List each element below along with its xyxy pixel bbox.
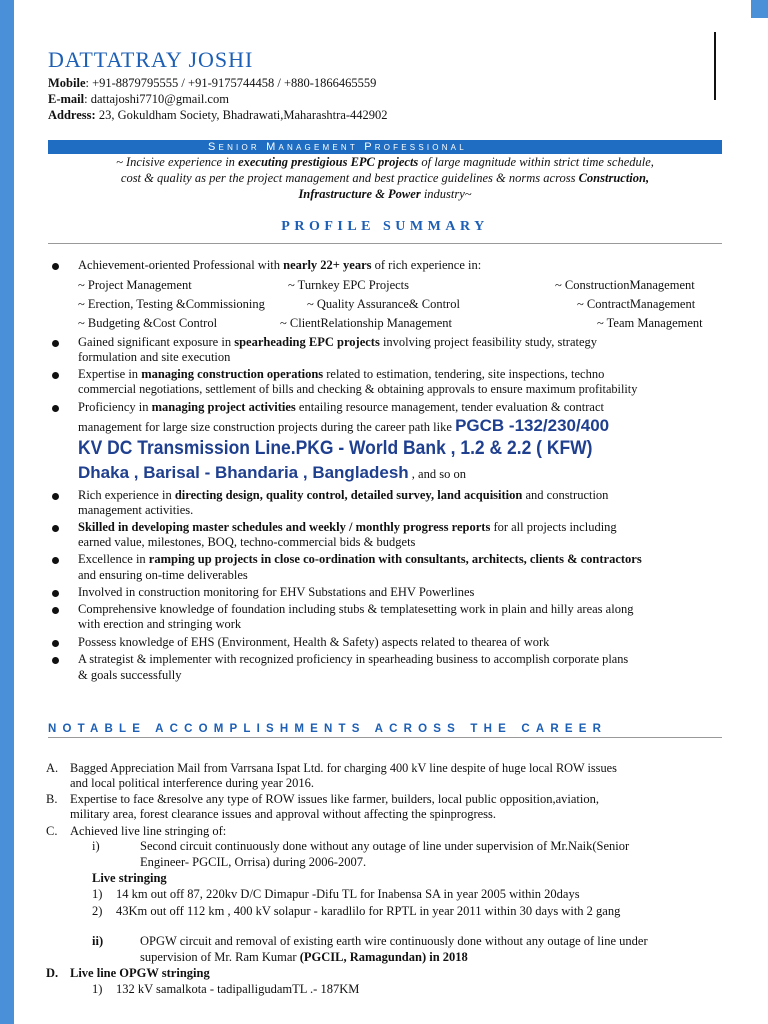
profile-summary-heading: PROFILE SUMMARY <box>281 219 489 234</box>
sub-item: OPGW circuit and removal of existing earth wire continuously done without any outage of line under <box>140 934 648 948</box>
profile-item: Expertise in managing construction operations related to estimation, tendering, site inspections, techno <box>78 367 605 381</box>
profile-item: Comprehensive knowledge of foundation including stubs & templatesetting work in plain and hilly areas along <box>78 602 634 616</box>
accomplishment-item: Achieved live line stringing of: <box>70 824 227 838</box>
mobile-line <box>48 76 376 91</box>
profile-item-cont: with erection and stringing work <box>78 617 242 631</box>
profile-item: Achievement-oriented Professional with nearly 22+ years of rich experience in: <box>78 258 482 272</box>
profile-item: Rich experience in directing design, quality control, detailed survey, land acquisition and construction <box>78 488 609 502</box>
title-banner <box>48 140 722 154</box>
skill-item: ~ ConstructionManagement <box>555 278 695 292</box>
bullet-icon <box>52 340 59 347</box>
skill-item: ~ Erection, Testing &Commissioning <box>78 297 265 311</box>
profile-item-cont: & goals successfully <box>78 668 182 682</box>
profile-item: Proficiency in managing project activities entailing resource management, tender evaluation & contract <box>78 400 604 414</box>
summary-line-1: ~ Incisive experience in executing prestigious EPC projects of large magnitude within strict time schedule, <box>116 155 654 169</box>
address-value: 23, Gokuldham Society, Bhadrawati,Maharashtra-442902 <box>95 108 388 122</box>
profile-item: Involved in construction monitoring for EHV Substations and EHV Powerlines <box>78 585 475 599</box>
skill-item: ~ Team Management <box>597 316 703 330</box>
skill-item: ~ Turnkey EPC Projects <box>288 278 410 292</box>
accomplishments-heading: NOTABLE ACCOMPLISHMENTS ACROSS THE CAREER <box>48 723 608 735</box>
right-accent-bar <box>751 0 768 18</box>
sub-item-cont: supervision of Mr. Ram Kumar (PGCIL, Ramagundan) in 2018 <box>140 950 468 964</box>
profile-item-cont: commercial negotiations, settlement of bills and checking & obtaining approvals to ensure maximum profitability <box>78 382 638 396</box>
accomplishment-item-cont: and local political interference during year 2016. <box>70 776 314 790</box>
bullet-icon <box>52 525 59 532</box>
list-letter: C. <box>46 824 58 838</box>
bullet-icon <box>52 372 59 379</box>
sub-item-cont: Engineer- PGCIL, Orrisa) during 2006-2007. <box>140 855 367 869</box>
profile-item-cont: management activities. <box>78 503 194 517</box>
bullet-icon <box>52 263 59 270</box>
section-rule <box>48 243 722 244</box>
accomplishment-item: Live line OPGW stringing <box>70 966 210 980</box>
list-letter: B. <box>46 792 58 806</box>
profile-item: Excellence in ramping up projects in close co-ordination with consultants, architects, clients & contractors <box>78 552 642 566</box>
skill-item: ~ ContractManagement <box>577 297 696 311</box>
profile-item-cont: management for large size construction projects during the career path like PGCB -132/230/400 <box>78 416 610 435</box>
vertical-divider <box>714 32 716 100</box>
bullet-icon <box>52 557 59 564</box>
live-stringing-label: Live stringing <box>92 871 167 885</box>
project-highlight: Bangladesh <box>312 463 409 482</box>
email-line <box>48 92 229 107</box>
sub-item: 14 km out off 87, 220kv D/C Dimapur -Difu TL for Inabensa SA in year 2005 within 20days <box>116 887 580 901</box>
candidate-name: DATTATRAY JOSHI <box>48 47 254 72</box>
summary-line-2: cost & quality as per the project management and best practice guidelines & norms across Construction, <box>120 171 650 185</box>
profile-item-cont: and ensuring on-time deliverables <box>78 568 248 582</box>
address-line <box>48 108 388 123</box>
sub-item: 132 kV samalkota - tadipalligudamTL .- 187KM <box>116 982 360 996</box>
project-highlight: PGCB -132/230/400 <box>455 416 610 435</box>
sub-item-number: 2) <box>92 904 103 918</box>
skill-item: ~ Quality Assurance& Control <box>307 297 460 311</box>
accomplishment-item: Bagged Appreciation Mail from Varrsana Ispat Ltd. for charging 400 kV line despite of huge local ROW issues <box>70 761 617 775</box>
accomplishment-item: Expertise to face &resolve any type of ROW issues like farmer, builders, local public opposition,aviation, <box>70 792 599 806</box>
bullet-icon <box>52 405 59 412</box>
mobile-label: Mobile <box>48 76 86 90</box>
profile-item-cont: formulation and site execution <box>78 350 231 364</box>
bullet-icon <box>52 607 59 614</box>
project-highlight: Dhaka , Barisal - Bhandaria , <box>78 463 313 482</box>
bullet-icon <box>52 590 59 597</box>
address-label: Address: <box>48 108 96 122</box>
project-highlight: KV DC Transmission Line.PKG - World Bank , 1.2 & 2.2 ( KFW) <box>78 438 593 459</box>
profile-item: Gained significant exposure in spearheading EPC projects involving project feasibility study, strategy <box>78 335 598 349</box>
sub-item-number: 1) <box>92 887 103 901</box>
skill-item: ~ ClientRelationship Management <box>280 316 453 330</box>
accomplishment-item-cont: military area, forest clearance issues and approval without affecting the spinprogress. <box>70 807 497 821</box>
email-label: E-mail <box>48 92 85 106</box>
section-rule <box>48 737 722 738</box>
bullet-icon <box>52 493 59 500</box>
sub-item-number: i) <box>92 839 100 853</box>
profile-item-cont: earned value, milestones, BOQ, techno-commercial bids & budgets <box>78 535 416 549</box>
profile-item: Skilled in developing master schedules and weekly / monthly progress reports for all projects including <box>78 520 617 534</box>
list-letter: D. <box>46 966 59 980</box>
profile-item: A strategist & implementer with recognized proficiency in spearheading business to accomplish corporate plans <box>78 652 629 666</box>
sub-item: Second circuit continuously done without any outage of line under supervision of Mr.Naik(Senior <box>140 839 630 853</box>
bullet-icon <box>52 640 59 647</box>
profile-item: Possess knowledge of EHS (Environment, Health & Safety) aspects related to thearea of work <box>78 635 550 649</box>
skill-item: ~ Project Management <box>78 278 192 292</box>
sub-item: 43Km out off 112 km , 400 kV solapur - karadlilo for RPTL in year 2011 within 30 days with 2 gang <box>116 904 621 918</box>
list-letter: A. <box>46 761 59 775</box>
email-value: : dattajoshi7710@gmail.com <box>84 92 229 106</box>
profile-item-cont: Dhaka , Barisal - Bhandaria , Bangladesh , and so on <box>78 463 466 482</box>
left-accent-bar <box>0 0 14 1024</box>
bullet-icon <box>52 657 59 664</box>
summary-line-3: Infrastructure & Power industry~ <box>298 187 472 201</box>
banner-title: Senior Management Professional <box>208 141 467 153</box>
mobile-value: : +91-8879795555 / +91-9175744458 / +880-1866465559 <box>85 76 377 90</box>
sub-item-number: 1) <box>92 982 103 996</box>
sub-item-number: ii) <box>92 934 104 948</box>
skill-item: ~ Budgeting &Cost Control <box>78 316 218 330</box>
